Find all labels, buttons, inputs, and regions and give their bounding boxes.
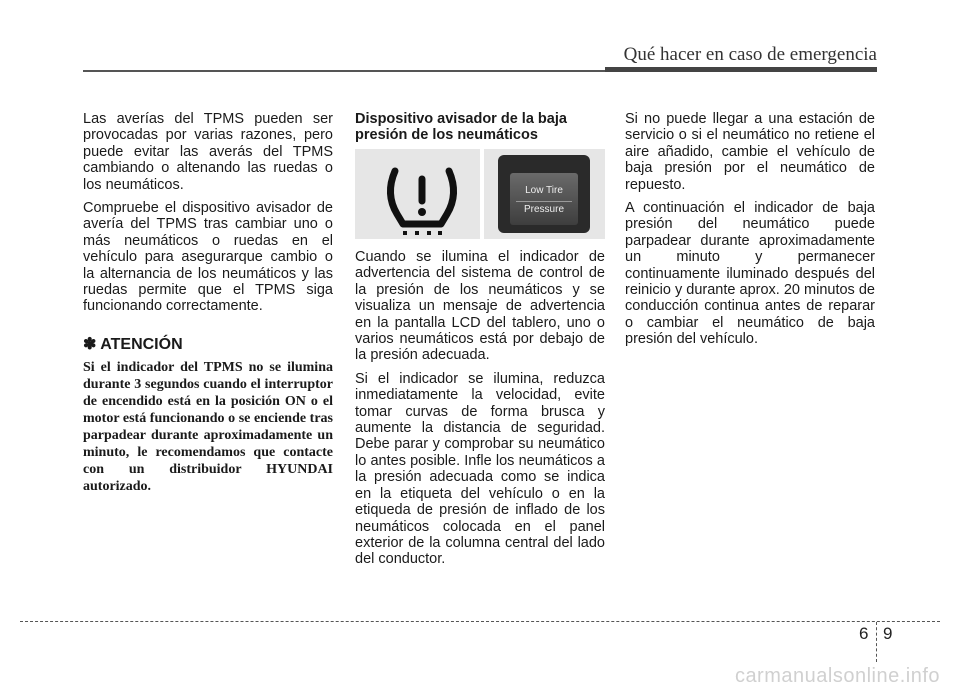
paragraph: Compruebe el dispositivo avisador de avería del TPMS tras cambiar uno o más neumáticos o ruedas en el vehículo para asegurarque cambio o la alternancia de los neumáticos y las ruedas permite que el TPMS siga funcionando correctamente.	[83, 200, 333, 315]
paragraph: Cuando se ilumina el indicador de advertencia del sistema de control de la presión de los neumáticos y se visualiza un mensaje de advertencia en la pantalla LCD del tablero, uno o varios neumáticos está por debajo de la presión adecuada.	[355, 249, 605, 364]
attention-heading: ✽ ATENCIÓN	[83, 335, 183, 353]
subsection-heading: Dispositivo avisador de la baja presión de los neumáticos	[355, 111, 567, 143]
page-number-divider	[876, 622, 877, 662]
paragraph: Si no puede llegar a una estación de servicio o si el neumático no retiene el aire añadido, cambie el vehículo de baja presión por el neumático de repuesto.	[625, 111, 875, 193]
page-number: 9	[883, 624, 893, 643]
lcd-screen	[510, 173, 578, 225]
lcd-line-2: Pressure	[523, 204, 564, 215]
lcd-line-1: Low Tire	[525, 185, 563, 196]
column-3	[625, 111, 875, 355]
paragraph: A continuación el indicador de baja presión del neumático puede parpadear durante aproximadamente un minuto y permanecer continuamente iluminado después del reinicio y durante aprox. 20 minutos de conducción continua antes de reparar o cambiar el neumático de baja presión del vehículo.	[625, 200, 875, 348]
column-2	[355, 111, 605, 575]
header-rule-accent	[605, 67, 877, 72]
paragraph: Las averías del TPMS pueden ser provocadas por varias razones, pero puede evitar las averás del TPMS cambiando o altenando las ruedas o los neumáticos.	[83, 111, 333, 193]
lcd-separator	[516, 201, 572, 202]
column-1	[83, 111, 333, 502]
paragraph: Si el indicador se ilumina, reduzca inmediatamente la velocidad, evite tomar curvas de forma brusca y aumente la distancia de seguridad. Debe parar y comprobar su neumático lo antes posible. Infle los neumáticos a la presión adecuada como se indica en la etiqueta del vehículo o en la etiqueda de presión de inflado de los neumáticos colocada en el panel exterior de la columna central del lado del conductor.	[355, 370, 605, 568]
tpms-indicator-figure	[355, 149, 605, 239]
chapter-number: 6	[859, 624, 869, 643]
attention-body: Si el indicador del TPMS no se ilumina durante 3 segundos cuando el interruptor de encendido está en la posición ON o el motor está funcionando o se enciende tras parpadear durante aproximadamente un minuto, le recomendamos que contacte con un distribuidor HYUNDAI autorizado.	[83, 360, 333, 495]
tpms-warning-icon	[355, 149, 480, 239]
section-title: Qué hacer en caso de emergencia	[623, 44, 877, 65]
figure-divider	[480, 149, 484, 239]
footer-rule	[20, 621, 940, 622]
watermark: carmanualsonline.info	[734, 665, 940, 687]
lcd-display	[498, 155, 590, 233]
